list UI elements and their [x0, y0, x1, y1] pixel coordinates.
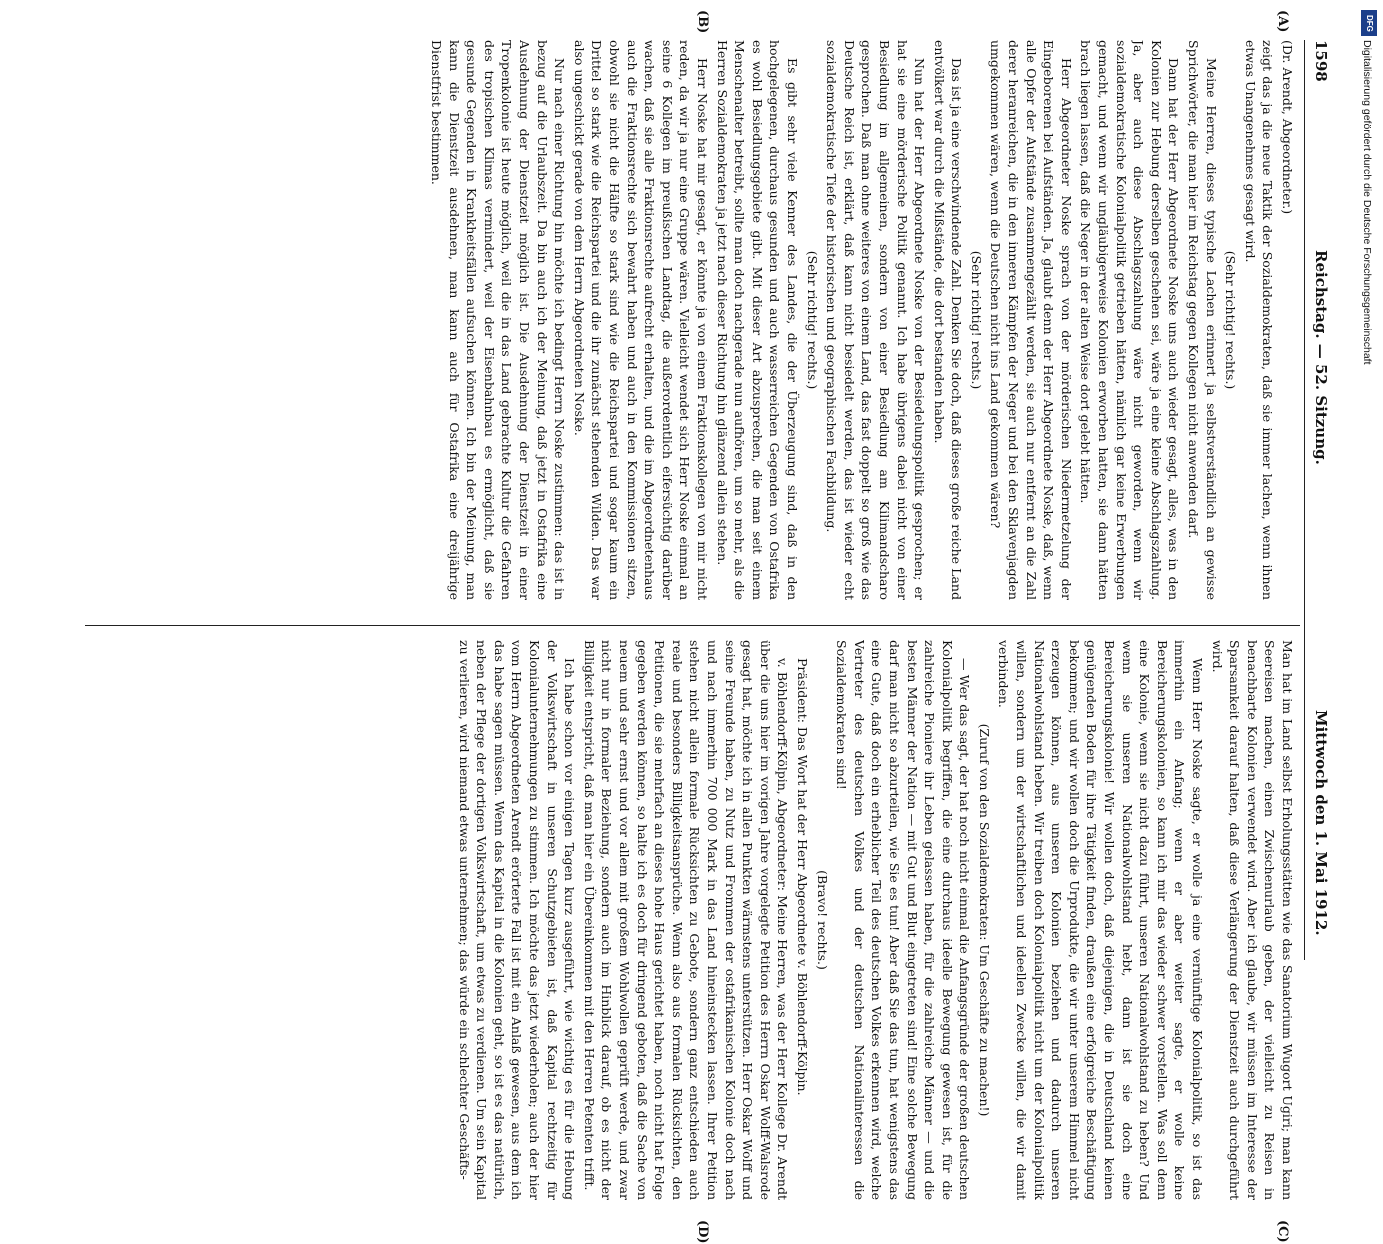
page-header — [1304, 40, 1340, 960]
paragraph: Man hat im Land selbst Erholungsstätten wie das Sanatorium Wugort Ugiri; man kann Seereisen machen, einen Zwischenurlaub geben, der vielleicht zu Reisen in benachbarte Kolonien verwendet wird. Aber ich glaube, wir müssen im Interesse der Sparsamkeit darauf halten, daß diese Verlängerung der Dienstzeit auch durchgeführt wird. — [1209, 640, 1295, 1200]
paragraph: Ich habe schon vor einigen Tagen kurz ausgeführt, wie wichtig es für die Hebung der Volkswirtschaft in unseren Schutzgebieten ist, daß Kapital rechtzeitig für Kolonialunternehmungen zu stimmen. Ich möchte das jetzt wiederholen; auch der hier vom Herrn Abgeordneten Arendt erörterte Fall ist mit ein Anlaß gewesen, aus dem ich das habe sagen müssen. Wenn das Kapital in die Kolonien geht, so ist es das natürlich, neben der Pflege der dortigen Volkswirtschaft, um etwas zu verdienen. Um sein Kapital zu verlieren, wird niemand etwas unternehmen; das würde ein schlechter Geschäfts- — [456, 640, 578, 1200]
column-divider — [85, 625, 1300, 626]
paragraph: zeigt das ja die neue Taktik der Sozialdemokraten, daß sie immer lachen, wenn ihnen etwas Unangenehmes gesagt wird. — [1242, 40, 1276, 600]
paragraph: — Wer das sagt, der hat noch nicht einmal die Anfangsgründe der großen deutschen Kolonialpolitik begriffen, die eine durchaus ideelle Bewegung gewesen ist, für die zahlreiche Pioniere ihr Leben gelassen haben, für die zahlreiche Männer — und die besten Männer der Nation — mit Gut und Blut eingetreten sind! Eine solche Bewegung darf man nicht so abzurteilen, wie Sie es tun! Aber daß Sie das tun, hat wenigstens das eine Gute, daß doch ein erheblicher Teil des deutschen Volkes erkennen wird, welche Vertreter des deutschen Volkes und der deutschen Nationalinteressen die Sozialdemokraten sind! — [834, 640, 973, 1200]
margin-marker-a: (A) — [1275, 10, 1290, 33]
president-line: Präsident: Das Wort hat der Herr Abgeordnete v. Böhlendorff-Kölpin. — [794, 658, 810, 1096]
interjection: (Sehr richtig! rechts.) — [804, 250, 820, 390]
paragraph: Herr Noske hat mir gesagt, er könnte ja von einem Fraktionskollegen von mir nicht reden, da wir ja nur eine Gruppe wären. Vielleicht wendet sich Herr Noske einmal an seine 6 Kollegen im preußischen Landtag, die außerordentlich eifersüchtig darüber wachen, daß sie alle Fraktionsrechte aufrecht erhalten, und die im Abgeordnetenhaus auch die Fraktionsrechte sich bewahrt haben und auch in den Kommissionen sitzen, obwohl sie nicht die Hälfte so stark sind wie die Reichspartei und sogar kaum ein Drittel so stark wie die Reichspartei und die ihr zunächst stehenden Wilden. Das war also ungeschickt gerade von dem Herrn Abgeordneten Noske. — [571, 40, 710, 600]
paragraph: Nun hat der Herr Abgeordnete Noske von der Besiedelungspolitik gesprochen; er hat sie eine mörderische Politik genannt. Ich habe übrigens dabei nicht von einer Besiedlung im allgemeinen, sondern von einer Besiedlung am Kilimandscharo gesprochen. Daß man ohne weiteres von einem Land, das fast doppelt so groß wie das Deutsche Reich ist, erklärt, daß kann nicht besiedelt werden, das ist wieder echt sozialdemokratische Tiefe der historischen und geographischen Fachbildung. — [824, 40, 928, 600]
digitization-credit — [1361, 10, 1377, 910]
right-column — [86, 640, 1296, 1200]
dfg-logo: DFG — [1361, 10, 1377, 36]
paragraph: v. Böhlendorff-Kölpin, Abgeordneter: Meine Herren, was der Herr Kollege Dr. Arendt über die uns hier im vorigen Jahre vorgelegte Petition des Herrn Oskar Wolff-Walsrode gesagt hat, möchte ich in allen Punkten wärmstens unterstützen. Herr Oskar Wolff und seine Freunde haben, zu Nutz und Frommen der ostafrikanischen Kolonie doch nach und nach immerhin 700 000 Mark in das Land hineinstecken lassen. Ihrer Petition stehen nicht allein formale Rücksichten zu Gebote, sondern ganz entschieden auch reale und besonders Billigkeitsansprüche. Wenn also aus formalen Rücksichten, den Petitionen, die sie mehrfach an dieses hohe Haus gerichtet haben, noch nicht hat Folge gegeben werden können, so halte ich es doch für dringend geboten, daß die Sache von neuem und sehr ernst und vor allem mit großem Wohlwollen geprüft werde, und zwar nicht nur in formaler Beziehung, sondern auch im Hinblick darauf, ob es nicht der Billigkeit entspricht, daß man hier ein Übereinkommen mit den Herren Petenten trifft. — [581, 640, 791, 1200]
header-right-title: Mittwoch den 1. Mai 1912. — [1312, 710, 1330, 936]
left-column — [86, 40, 1296, 600]
margin-marker-b: (B) — [695, 10, 710, 34]
margin-marker-d: (D) — [695, 1220, 710, 1244]
credit-text: Digitalisierung gefördert durch die Deutsche Forschungsgemeinschaft — [1361, 40, 1373, 365]
speaker-note: (Dr. Arendt, Abgeordneter.) — [1280, 40, 1295, 215]
rotated-page — [70, 10, 1340, 1244]
paragraph: Es gibt sehr viele Kenner des Landes, die der Überzeugung sind, daß in den hochgelegenen, durchaus gesunden und auch wasserreichen Gegenden von Ostafrika es wohl Besiedlungsgebiete gibt. Mit dieser Art abzusprechen, die man seit einem Menschenalter betreibt, sollte man doch nachgerade nun aufhören, um so mehr, als die Herren Sozialdemokraten ja jetzt nach dieser Richtung hin glänzend allein stehen. — [714, 40, 800, 600]
margin-marker-c: (C) — [1275, 1220, 1290, 1243]
paragraph: Wenn Herr Noske sagte, er wolle ja eine vernünftige Kolonialpolitik, so ist das immerhin ein Anfang; wenn er aber weiter sagte, er wolle keine Bereicherungskolonien, so kann ich mir das wieder schwer vorstellen. Was soll denn eine Kolonie, wenn sie nicht dazu führt, unseren Nationalwohlstand zu heben? Und wenn sie unseren Nationalwohlstand hebt, dann ist sie doch eine Bereicherungskolonie! Wir wollen doch, daß diejenigen, die in Deutschland keinen genügenden Boden für ihre Tätigkeit finden, draußen eine erfolgreiche Beschäftigung bekommen; und wir wollen doch die Urprodukte, die wir unter unserem Himmel nicht erzeugen können, aus unseren Kolonien beziehen und dadurch unseren Nationalwohlstand heben. Wir treiben doch Kolonialpolitik nicht um der Kolonialpolitik willen, sondern um der wirtschaftlichen und ideellen Zwecke willen, die wir damit verbinden. — [996, 640, 1206, 1200]
interjection: (Sehr richtig! rechts.) — [1223, 250, 1239, 390]
interjection: (Bravo! rechts.) — [814, 870, 830, 970]
header-rule — [1304, 40, 1305, 960]
paragraph: Meine Herren, dieses typische Lachen erinnert ja selbstverständlich an gewisse Sprichwörter, die man hier im Reichstag gegen Kollegen nicht anwenden darf. — [1186, 40, 1219, 600]
header-left-title: Reichstag. — 52. Sitzung. — [1312, 250, 1330, 465]
paragraph: Nur nach einer Richtung hin möchte ich bedingt Herrn Noske zustimmen: das ist in bezug auf die Urlaubszeit. Da bin auch ich der Meinung, daß jetzt in Ostafrika eine Ausdehnung der Dienstzeit möglich ist. Die Ausdehnung der Dienstzeit in einer Tropenkolonie ist heute möglich, weil die in das Land gebrachte Kultur die Gefahren des tropischen Klimas vermindert, weil der Eisenbahnbau es ermöglicht, daß sie gesunde Gegenden in Krankheitsfällen aufsuchen können. Ich bin der Meinung, man kann die Dienstzeit ausdehnen, man kann auch für Ostafrika eine dreijährige Dienstfrist bestimmen. — [429, 40, 568, 600]
paragraph: Herr Abgeordneter Noske sprach von der mörderischen Niedermetzelung der Eingeborenen bei Aufständen. Ja, glaubt denn der Herr Abgeordnete Noske, daß, wenn alle Opfer der Aufstände zusammengezählt werden, sie auch nur entfernt an die Zahl derer heranreichen, die in den inneren Kämpfen der Neger und bei den Sklavenjagden umgekommen wären, wenn die Deutschen nicht ins Land gekommen wären? — [988, 40, 1074, 600]
page-number: 1598 — [1312, 40, 1330, 82]
interjection: (Zuruf von den Sozialdemokraten: Um Geschäfte zu machen!) — [976, 723, 992, 1117]
interjection: (Sehr richtig! rechts.) — [968, 250, 984, 390]
paragraph: Das ist ja eine verschwindende Zahl. Denken Sie doch, daß dieses große reiche Land entvölkert war durch die Mißstände, die dort bestanden haben. — [931, 40, 965, 600]
paragraph: Dann hat der Herr Abgeordnete Noske uns auch wieder gesagt, alles, was in den Kolonien zur Hebung derselben geschehen sei, wäre ja eine kleine Abschlagszahlung. Ja, aber auch diese Abschlagszahlung wäre nicht geworden, wenn wir sozialdemokratische Kolonialpolitik getrieben hätten, nämlich gar keine Erwerbungen gemacht, und wenn wir ungläubigerweise Kolonien erworben hatten, sie dann hätten brach liegen lassen, daß die Neger in der alten Weise dort gelebt hätten. — [1078, 40, 1182, 600]
